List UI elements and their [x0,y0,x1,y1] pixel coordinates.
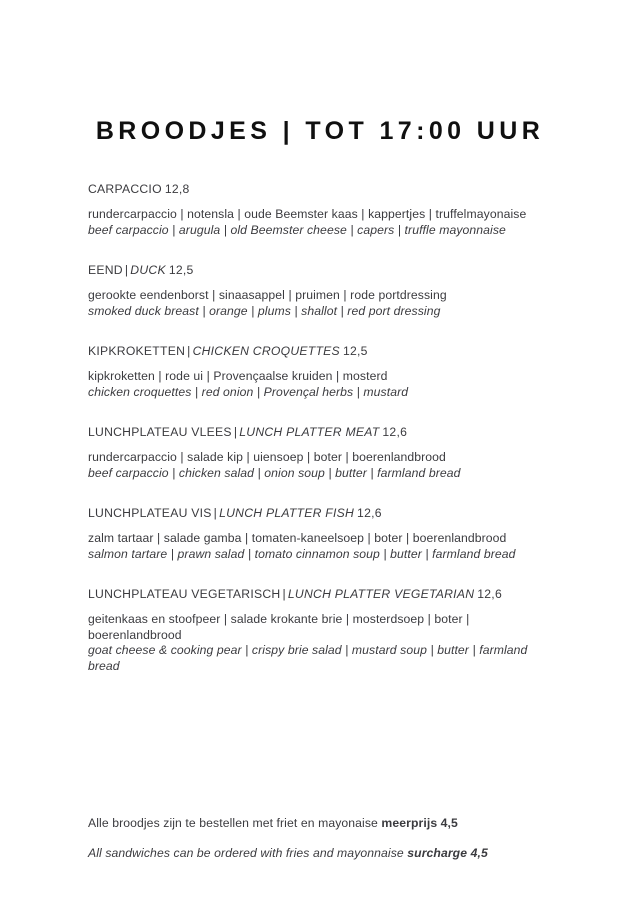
menu-item-name-nl: EEND [88,263,123,277]
menu-item-separator: | [282,587,286,601]
menu-item-separator: | [213,506,218,520]
menu-item [88,343,530,400]
footer-note-nl-surcharge: meerprijs 4,5 [381,816,458,830]
menu-item-name-en: LUNCH PLATTER FISH [219,506,355,520]
menu-item-list [88,181,530,674]
menu-item-heading [88,343,530,359]
menu-item-description-nl: rundercarpaccio | notensla | oude Beemster kaas | kappertjes | truffelmayonaise [88,207,527,221]
menu-item-description-nl: geitenkaas en stoofpeer | salade krokante brie | mosterdsoep | boter | boerenlandbrood [88,612,470,642]
menu-item-name-nl: KIPKROKETTEN [88,344,186,358]
menu-footer [88,815,538,862]
menu-item-name-en: CHICKEN CROQUETTES [192,344,340,358]
menu-item [88,181,530,238]
menu-item-heading [88,262,530,278]
menu-item-price: 12,6 [357,506,382,520]
page-title: BROODJES | TOT 17:00 UUR [95,116,545,145]
menu-item-price: 12,5 [168,263,194,277]
menu-item-name-en: LUNCH PLATTER MEAT [239,425,380,439]
footer-note-nl-text: Alle broodjes zijn te bestellen met friet en mayonaise [88,816,382,830]
menu-item [88,505,530,562]
menu-item-name-nl: LUNCHPLATEAU VEGETARISCH [88,587,281,601]
menu-item-price: 12,6 [382,425,408,439]
menu-item-description-en: salmon tartare | prawn salad | tomato cinnamon soup | butter | farmland bread [88,546,516,561]
menu-item-description-en: beef carpaccio | chicken salad | onion soup | butter | farmland bread [88,465,461,480]
menu-item-heading [88,586,530,602]
menu-item-description-nl: rundercarpaccio | salade kip | uiensoep | boter | boerenlandbrood [88,450,446,464]
menu-item-price: 12,5 [342,344,368,358]
menu-item-separator: | [233,425,238,439]
menu-item-description-en: beef carpaccio | arugula | old Beemster cheese | capers | truffle mayonnaise [88,222,506,237]
footer-note-en-text: All sandwiches can be ordered with fries and mayonnaise [88,846,408,860]
menu-item-description-nl: gerookte eendenborst | sinaasappel | pruimen | rode portdressing [88,288,447,302]
menu-item-separator: | [187,344,191,358]
menu-item-name-nl: LUNCHPLATEAU VLEES [88,425,232,439]
menu-item-heading [88,505,530,521]
menu-item [88,424,530,481]
menu-item-heading [88,181,530,197]
menu-item-separator: | [124,263,129,277]
menu-item-price: 12,8 [164,182,190,196]
menu-item [88,586,530,674]
footer-note-en-surcharge: surcharge 4,5 [407,846,488,860]
menu-item-name-en: LUNCH PLATTER VEGETARIAN [287,587,475,601]
menu-item-price: 12,6 [477,587,502,601]
menu-item-heading [88,424,530,440]
menu-item-name-nl: CARPACCIO [88,182,162,196]
menu-item-description-en: smoked duck breast | orange | plums | shallot | red port dressing [88,303,441,318]
menu-item-description-nl: kipkroketten | rode ui | Provençaalse kruiden | mosterd [88,369,388,383]
menu-item-description-en: chicken croquettes | red onion | Provençal herbs | mustard [88,384,409,399]
menu-item [88,262,530,319]
menu-item-description-nl: zalm tartaar | salade gamba | tomaten-kaneelsoep | boter | boerenlandbrood [88,531,507,545]
footer-note-en [88,845,538,862]
footer-note-nl [88,815,538,832]
menu-item-name-en: DUCK [130,263,166,277]
menu-item-name-nl: LUNCHPLATEAU VIS [88,506,212,520]
menu-item-description-en: goat cheese & cooking pear | crispy brie salad | mustard soup | butter | farmland bread [88,643,528,673]
